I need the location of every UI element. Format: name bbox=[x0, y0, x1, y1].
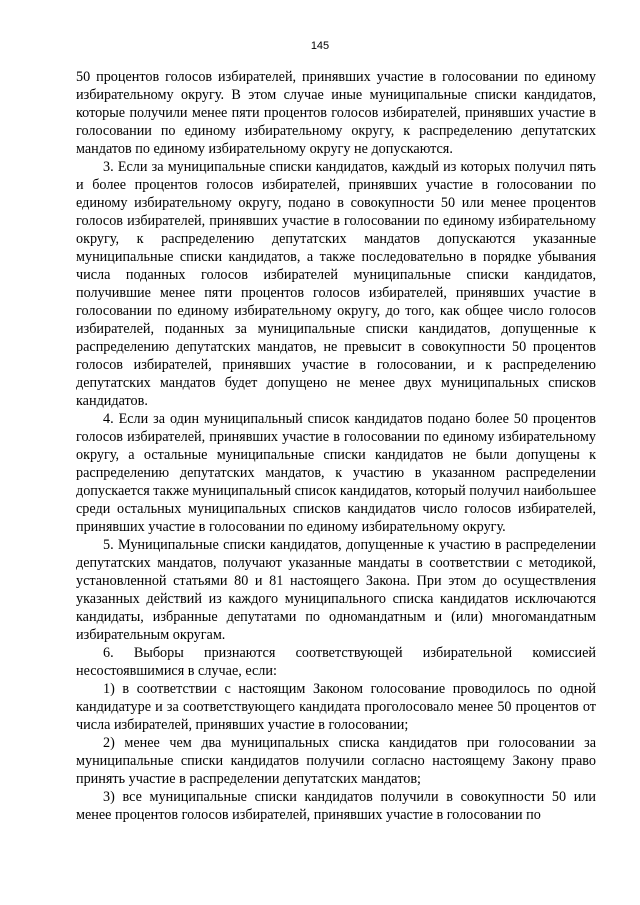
paragraph-3: 3. Если за муниципальные списки кандидатов, каждый из которых получил пять и более процентов голосов избирателей, принявших участие в голосовании по единому избирательному округу, подано в совокупности 50 или менее процентов голосов избирателей, принявших участие в голосовании по единому избирательному округу, к распределению депутатских мандатов допускаются указанные муниципальные списки кандидатов, а также последовательно в порядке убывания числа поданных голосов избирателей муниципальные списки кандидатов, получившие менее пяти процентов голосов избирателей, принявших участие в голосовании по единому избирательному округу, до того, как общее число голосов избирателей, поданных за муниципальные списки кандидатов, допущенные к распределению депутатских мандатов, не превысит в совокупности 50 процентов голосов избирателей, принявших участие в голосовании, и к распределению депутатских мандатов будет допущено не менее двух муниципальных списков кандидатов. bbox=[76, 159, 596, 409]
paragraph-6: 6. Выборы признаются соответствующей избирательной комиссией несостоявшимися в случае, если: bbox=[76, 645, 596, 679]
list-item-1: 1) в соответствии с настоящим Законом голосование проводилось по одной кандидатуре и за соответствующего кандидата проголосовало менее 50 процентов от числа избирателей, принявших участие в голосовании; bbox=[76, 681, 596, 733]
document-body bbox=[76, 68, 596, 824]
page-number: 145 bbox=[310, 40, 330, 52]
paragraph-5: 5. Муниципальные списки кандидатов, допущенные к участию в распределении депутатских мандатов, получают указанные мандаты в соответствии с методикой, установленной статьями 80 и 81 настоящего Закона. При этом до осуществления указанных действий из каждого муниципального списка кандидатов исключаются кандидаты, избранные депутатами по одномандатным и (или) многомандатным избирательным округам. bbox=[76, 537, 596, 643]
paragraph-4: 4. Если за один муниципальный список кандидатов подано более 50 процентов голосов избирателей, принявших участие в голосовании по единому избирательному округу, а остальные муниципальные списки кандидатов не были допущены к распределению депутатских мандатов, к участию в указанном распределении допускается также муниципальный список кандидатов, который получил наибольшее среди остальных муниципальных списков кандидатов число голосов избирателей, принявших участие в голосовании по единому избирательному округу. bbox=[76, 411, 596, 535]
list-item-2: 2) менее чем два муниципальных списка кандидатов при голосовании за муниципальные списки кандидатов получили согласно настоящему Закону право принять участие в распределении депутатских мандатов; bbox=[76, 735, 596, 787]
list-item-3: 3) все муниципальные списки кандидатов получили в совокупности 50 или менее процентов голосов избирателей, принявших участие в голосовании по bbox=[76, 789, 596, 823]
paragraph-continuation: 50 процентов голосов избирателей, принявших участие в голосовании по единому избирательному округу. В этом случае иные муниципальные списки кандидатов, которые получили менее пяти процентов голосов избирателей, принявших участие в голосовании по единому избирательному округу, к распределению депутатских мандатов по единому избирательному округу не допускаются. bbox=[76, 69, 596, 157]
